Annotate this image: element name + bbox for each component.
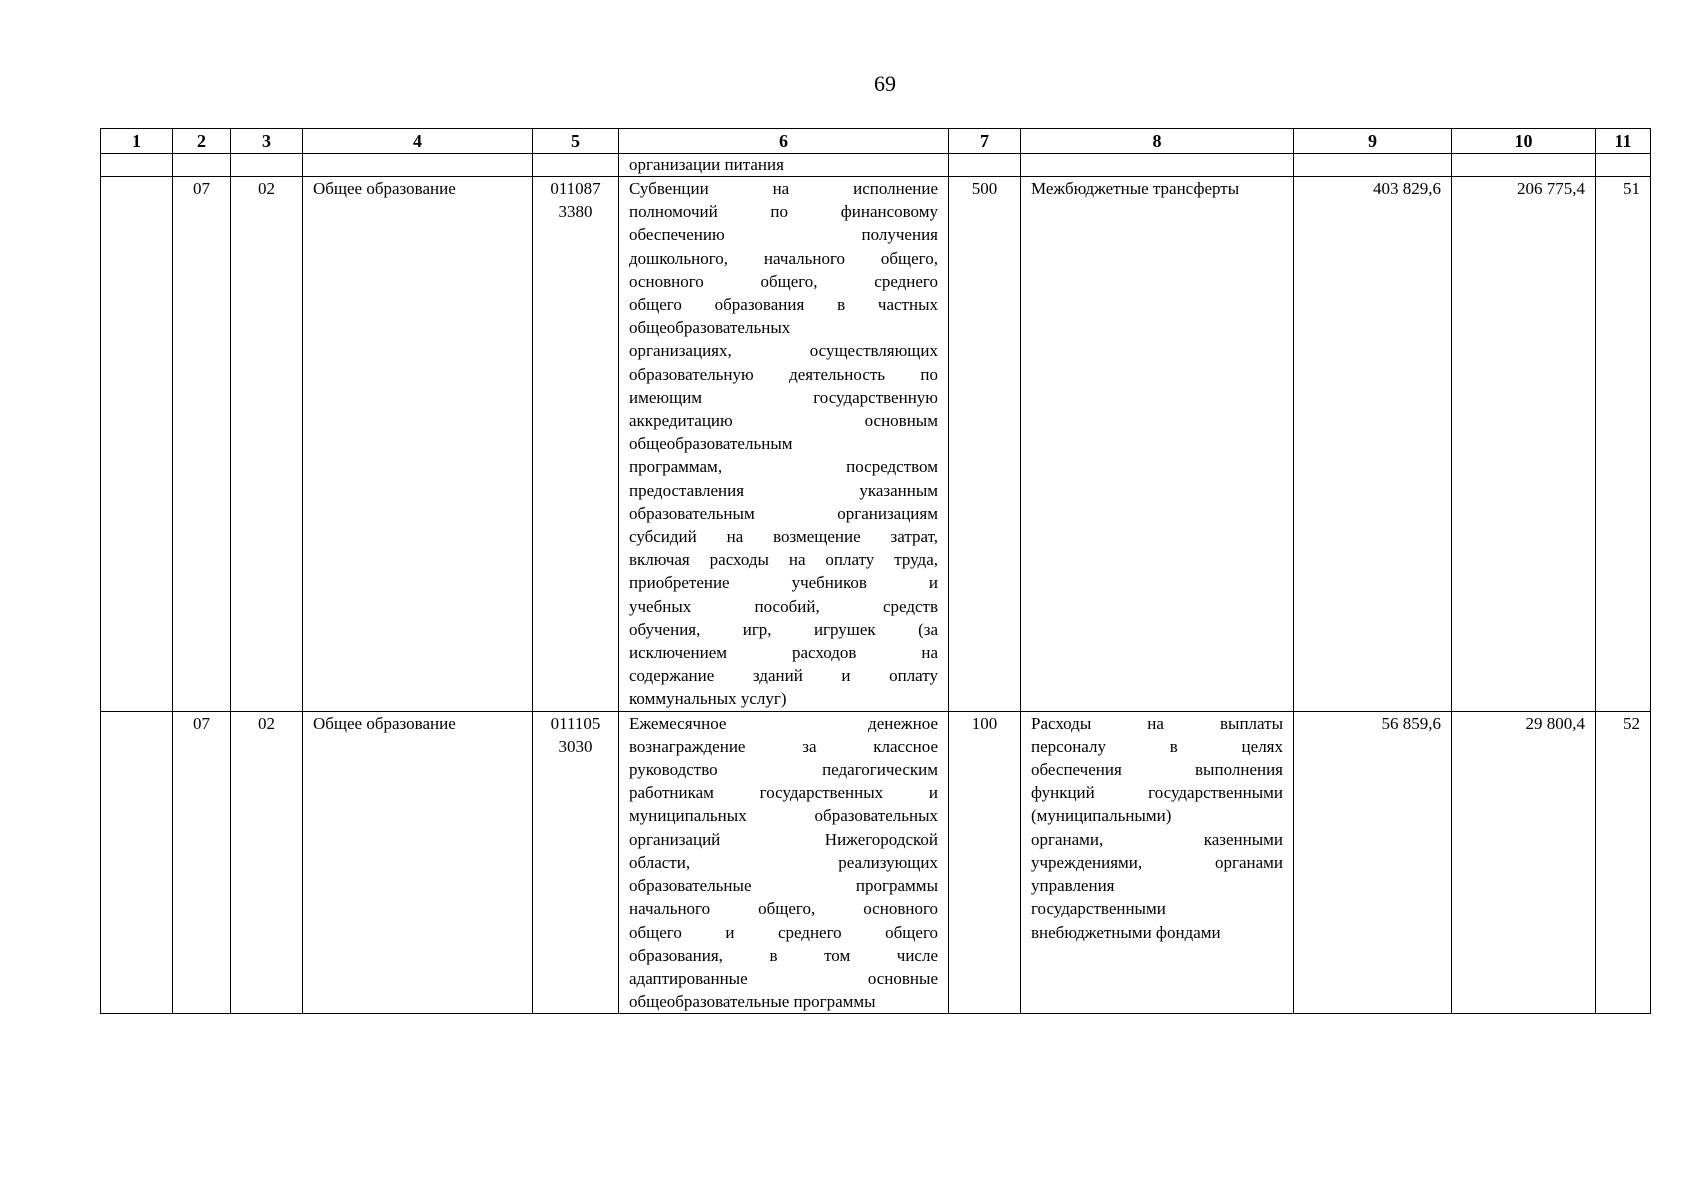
text-line: общеобразовательные программы xyxy=(629,992,876,1012)
text-line: персоналу в целях xyxy=(1031,736,1283,756)
text-line: основного общего, среднего xyxy=(629,271,938,291)
text-line: обучения, игр, игрушек (за xyxy=(629,619,938,639)
text-line: программам, посредством xyxy=(629,457,938,477)
expense-type-name xyxy=(1021,711,1294,1014)
header-col-4: 4 xyxy=(303,129,533,154)
text-line: общеобразовательных xyxy=(629,318,791,338)
table-row xyxy=(101,177,1651,712)
expense-type-name xyxy=(1021,177,1294,712)
budget-table xyxy=(100,128,1651,1014)
target-article-code: 011087 3380 xyxy=(533,177,619,712)
header-col-11: 11 xyxy=(1596,129,1651,154)
subsection-code: 02 xyxy=(231,711,303,1014)
cell-col-1 xyxy=(101,177,173,712)
text-line: (муниципальными) xyxy=(1031,806,1172,826)
section-code: 07 xyxy=(173,711,231,1014)
text-line: имеющим государственную xyxy=(629,387,938,407)
text-line: Межбюджетные трансферты xyxy=(1031,179,1240,198)
text-line: образования, в том числе xyxy=(629,945,938,965)
header-col-6: 6 xyxy=(619,129,949,154)
section-code: 07 xyxy=(173,177,231,712)
text-line: внебюджетными фондами xyxy=(1031,922,1221,942)
text-line: области, реализующих xyxy=(629,852,938,872)
text-line: дошкольного, начального общего, xyxy=(629,248,938,268)
text-line: вознаграждение за классное xyxy=(629,736,938,756)
text-line: работникам государственных и xyxy=(629,783,938,803)
text-line: общего образования в частных xyxy=(629,295,938,315)
text-line: включая расходы на оплату труда, xyxy=(629,550,938,570)
text-line: коммунальных услуг) xyxy=(629,689,787,709)
amount-col-10: 206 775,4 xyxy=(1452,177,1596,712)
cell-col-1 xyxy=(101,711,173,1014)
text-line: приобретение учебников и xyxy=(629,573,938,593)
subsection-code: 02 xyxy=(231,177,303,712)
text-line: образовательные программы xyxy=(629,876,938,896)
target-article-name xyxy=(619,711,949,1014)
text-line: исключением расходов на xyxy=(629,643,938,663)
table-row xyxy=(101,711,1651,1014)
text-line: субсидий на возмещение затрат, xyxy=(629,527,938,547)
header-col-7: 7 xyxy=(949,129,1021,154)
expense-type-code: 500 xyxy=(949,177,1021,712)
text-line: государственными xyxy=(1031,899,1166,919)
target-article-name xyxy=(619,177,949,712)
header-col-1: 1 xyxy=(101,129,173,154)
text-line: начального общего, основного xyxy=(629,899,938,919)
amount-col-10: 29 800,4 xyxy=(1452,711,1596,1014)
text-line: обеспечения выполнения xyxy=(1031,760,1283,780)
text-line: учебных пособий, средств xyxy=(629,596,938,616)
target-article-code: 011105 3030 xyxy=(533,711,619,1014)
text-line: образовательным организациям xyxy=(629,503,938,523)
text-line: Ежемесячное денежное xyxy=(629,713,938,733)
text-line: общеобразовательным xyxy=(629,434,793,454)
text-line: учреждениями, органами xyxy=(1031,852,1283,872)
page-number: 69 xyxy=(874,71,896,96)
text-line: полномочий по финансовому xyxy=(629,202,938,222)
expense-type-code: 100 xyxy=(949,711,1021,1014)
text-line: функций государственными xyxy=(1031,783,1283,803)
share-col-11: 52 xyxy=(1596,711,1651,1014)
text-line: управления xyxy=(1031,876,1115,896)
text-line: содержание зданий и оплату xyxy=(629,666,938,686)
continuation-text: организации питания xyxy=(619,154,949,177)
text-line: Расходы на выплаты xyxy=(1031,713,1283,733)
amount-col-9: 56 859,6 xyxy=(1294,711,1452,1014)
text-line: предоставления указанным xyxy=(629,480,938,500)
header-col-2: 2 xyxy=(173,129,231,154)
text-line: организаций Нижегородской xyxy=(629,829,938,849)
text-line: руководство педагогическим xyxy=(629,760,938,780)
amount-col-9: 403 829,6 xyxy=(1294,177,1452,712)
text-line: Субвенции на исполнение xyxy=(629,179,938,198)
text-line: аккредитацию основным xyxy=(629,411,938,431)
subsection-name: Общее образование xyxy=(303,177,533,712)
header-col-10: 10 xyxy=(1452,129,1596,154)
continuation-row xyxy=(101,154,1651,177)
header-col-8: 8 xyxy=(1021,129,1294,154)
subsection-name: Общее образование xyxy=(303,711,533,1014)
header-row xyxy=(101,129,1651,154)
header-col-9: 9 xyxy=(1294,129,1452,154)
text-line: органами, казенными xyxy=(1031,829,1283,849)
header-col-3: 3 xyxy=(231,129,303,154)
text-line: муниципальных образовательных xyxy=(629,806,938,826)
text-line: обеспечению получения xyxy=(629,225,938,245)
text-line: образовательную деятельность по xyxy=(629,364,938,384)
text-line: адаптированные основные xyxy=(629,968,938,988)
header-col-5: 5 xyxy=(533,129,619,154)
share-col-11: 51 xyxy=(1596,177,1651,712)
text-line: организациях, осуществляющих xyxy=(629,341,938,361)
text-line: общего и среднего общего xyxy=(629,922,938,942)
